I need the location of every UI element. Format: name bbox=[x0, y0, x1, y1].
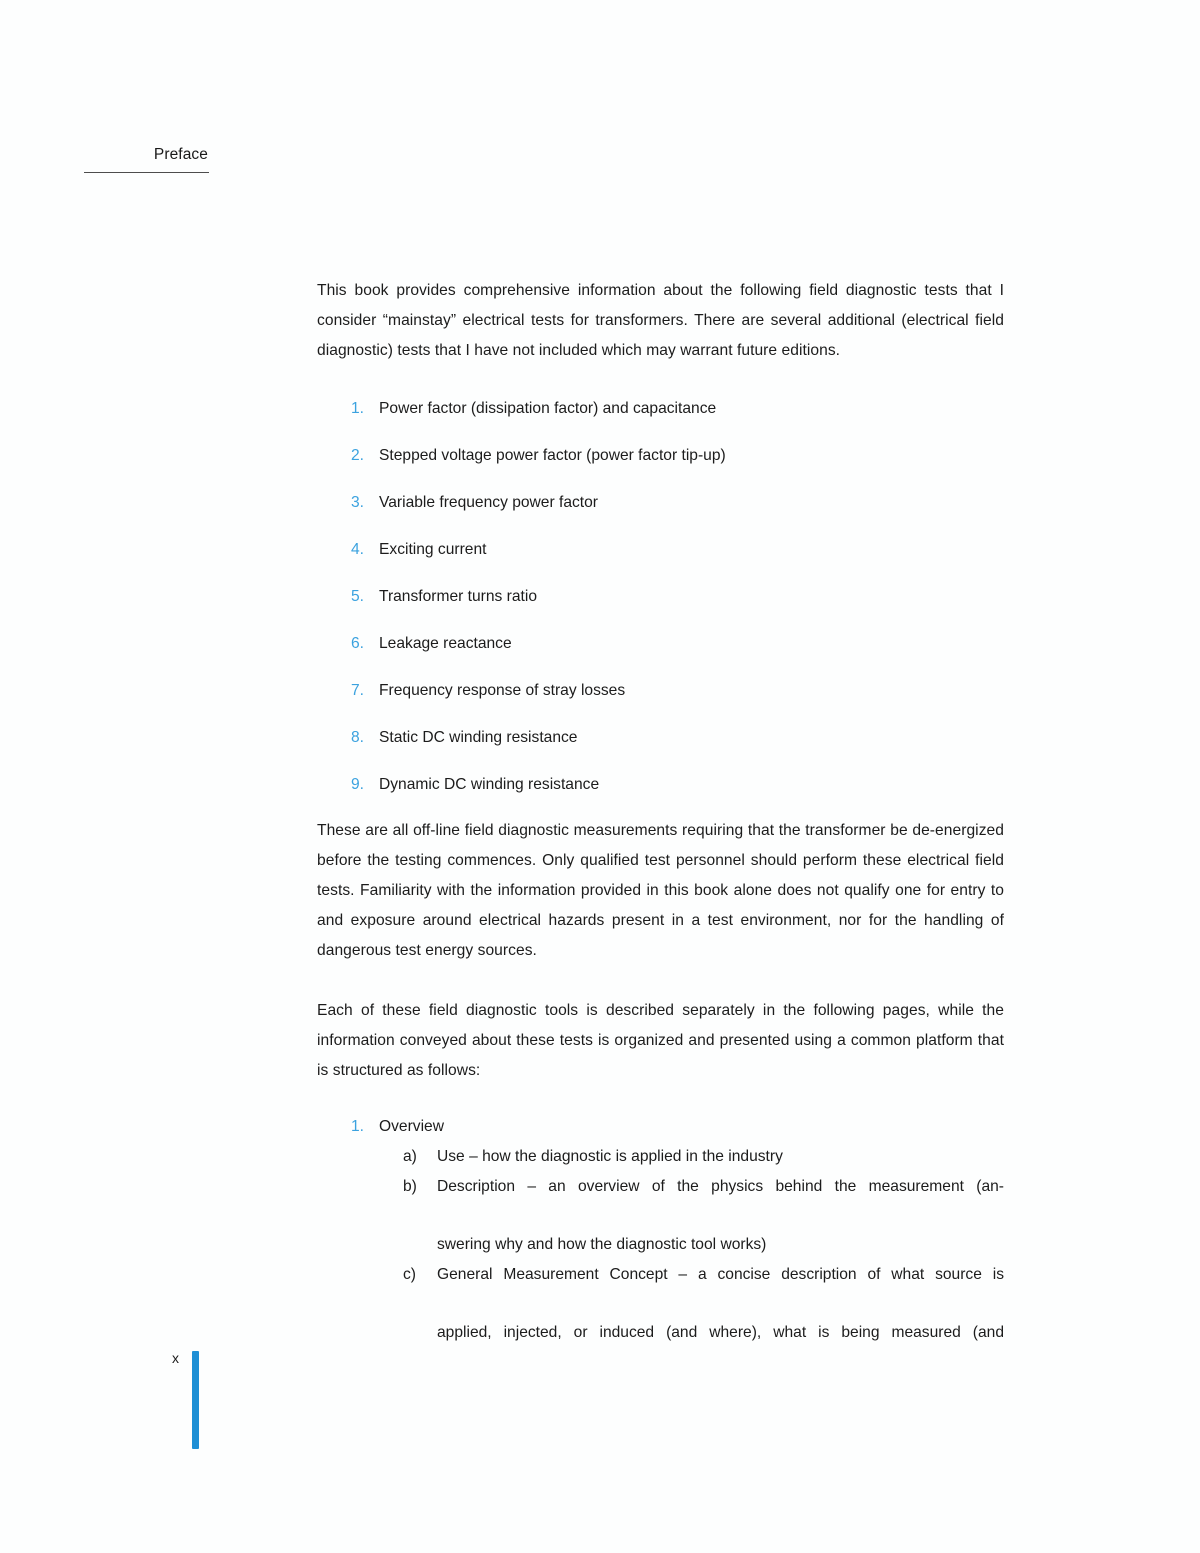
list-marker: 6. bbox=[351, 635, 365, 652]
structure-outline-list bbox=[317, 1112, 1004, 1376]
list-item-label: Variable frequency power factor bbox=[379, 494, 599, 511]
outline-sub-text-continuation: swering why and how the diagnostic tool works) bbox=[437, 1236, 767, 1253]
list-marker: 4. bbox=[351, 541, 365, 558]
outline-sub-marker: b) bbox=[403, 1178, 417, 1195]
list-item-label: Dynamic DC winding resistance bbox=[379, 776, 600, 793]
list-item-label: Exciting current bbox=[379, 541, 487, 558]
outline-sub-marker: c) bbox=[403, 1266, 416, 1283]
outline-sublist bbox=[379, 1142, 1004, 1376]
list-marker: 2. bbox=[351, 447, 365, 464]
header-rule bbox=[84, 172, 209, 174]
outline-sub-marker: a) bbox=[403, 1148, 417, 1165]
outline-subitem bbox=[379, 1172, 1004, 1259]
list-item bbox=[317, 443, 1004, 469]
running-head-label: Preface bbox=[153, 146, 208, 163]
list-item-label: Power factor (dissipation factor) and capacitance bbox=[379, 400, 717, 417]
list-item bbox=[317, 537, 1004, 563]
outline-sub-text: General Measurement Concept – a concise description of what source is bbox=[437, 1266, 1004, 1283]
paragraph-structure-lead: Each of these field diagnostic tools is described separately in the following pages, while the information conveyed about these tests is organized and presented using a common platform that is structured as follows: bbox=[317, 1002, 1004, 1079]
text-column bbox=[317, 276, 1004, 1376]
outline-item-overview bbox=[317, 1112, 1004, 1376]
list-item-label: Static DC winding resistance bbox=[379, 729, 578, 746]
list-item bbox=[317, 631, 1004, 657]
accent-bar bbox=[192, 1351, 199, 1449]
outline-sub-text: Description – an overview of the physics behind the measurement (an- bbox=[437, 1178, 1004, 1195]
outline-subitem bbox=[379, 1260, 1004, 1376]
list-item bbox=[317, 584, 1004, 610]
outline-sub-text-continuation: applied, injected, or induced (and where), what is being measured (and bbox=[437, 1324, 1004, 1341]
list-item bbox=[317, 396, 1004, 422]
outline-marker: 1. bbox=[351, 1118, 365, 1135]
outline-subitem bbox=[379, 1142, 1004, 1171]
outline-sub-text: Use – how the diagnostic is applied in the industry bbox=[437, 1148, 783, 1165]
diagnostic-tests-list bbox=[317, 396, 1004, 798]
running-header bbox=[84, 146, 209, 173]
outline-label: Overview bbox=[379, 1118, 444, 1135]
list-marker: 7. bbox=[351, 682, 365, 699]
list-item bbox=[317, 678, 1004, 704]
list-item bbox=[317, 772, 1004, 798]
list-marker: 8. bbox=[351, 729, 365, 746]
list-marker: 3. bbox=[351, 494, 365, 511]
list-item-label: Frequency response of stray losses bbox=[379, 682, 626, 699]
list-marker: 9. bbox=[351, 776, 365, 793]
list-item bbox=[317, 490, 1004, 516]
list-marker: 5. bbox=[351, 588, 365, 605]
page-number: x bbox=[172, 1350, 179, 1366]
paragraph-intro: This book provides comprehensive information about the following field diagnostic tests that I consider “mainstay” electrical tests for transformers. There are several additional (electrical field diagnostic) tests that I have not included which may warrant future editions. bbox=[317, 282, 1004, 359]
list-marker: 1. bbox=[351, 400, 365, 417]
list-item-label: Leakage reactance bbox=[379, 635, 512, 652]
list-item-label: Transformer turns ratio bbox=[379, 588, 538, 605]
paragraph-offline-note: These are all off-line field diagnostic measurements requiring that the transformer be de-energized before the testing commences. Only qualified test personnel should perform these electrical field tests. Familiarity with the information provided in this book alone does not qualify one for entry to and exposure around electrical hazards present in a test environment, nor for the handling of dangerous test energy sources. bbox=[317, 822, 1004, 959]
list-item bbox=[317, 725, 1004, 751]
list-item-label: Stepped voltage power factor (power factor tip-up) bbox=[379, 447, 726, 464]
